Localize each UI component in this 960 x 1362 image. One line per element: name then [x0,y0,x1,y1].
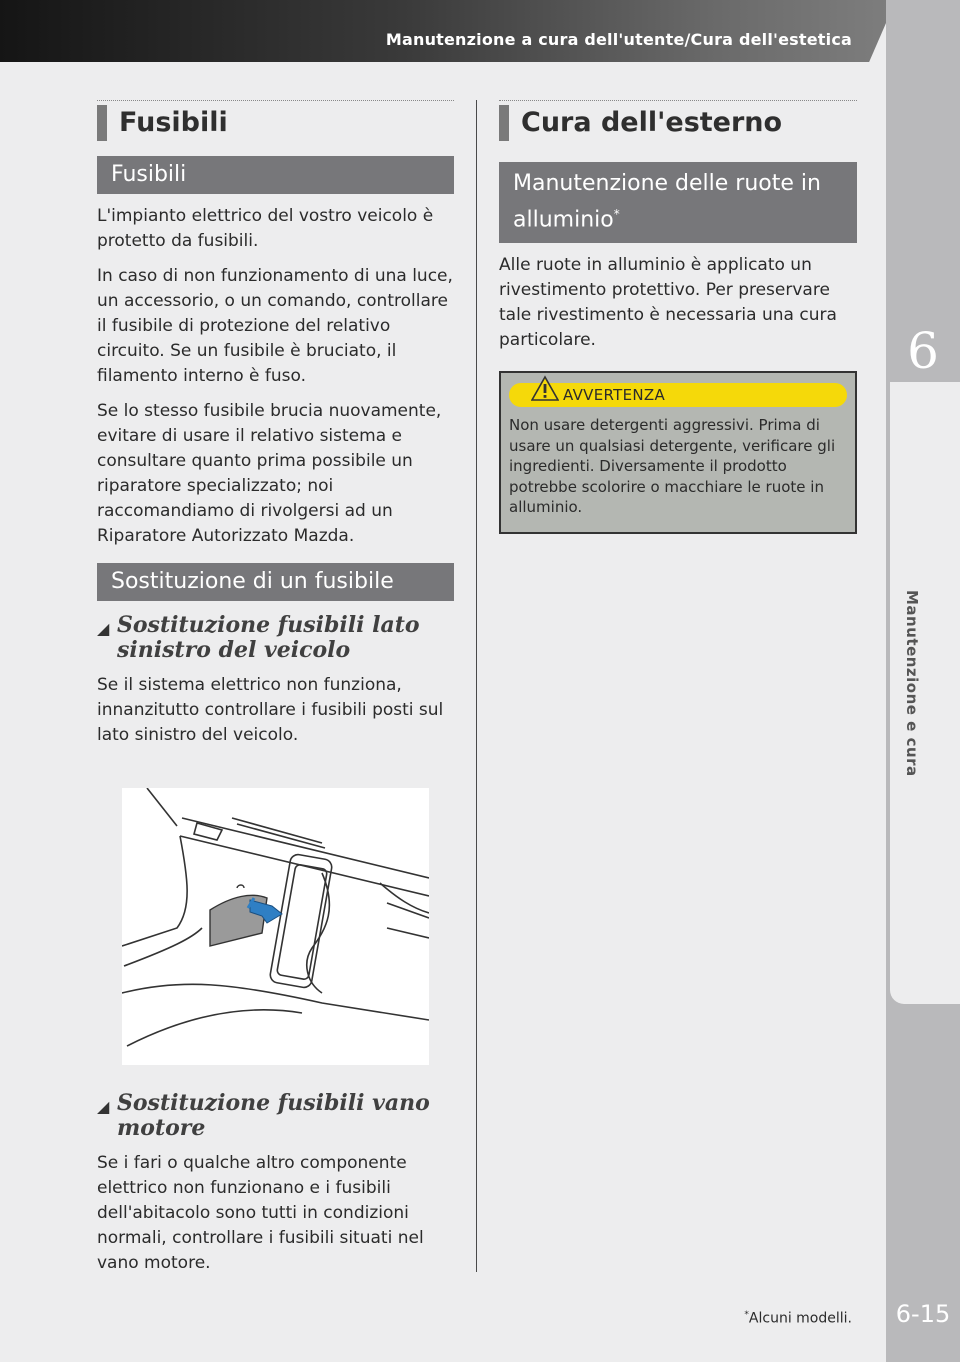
section-bar [97,105,107,141]
chapter-tab [890,382,960,1004]
subheading-sostituzione: Sostituzione di un fusibile [97,563,454,601]
heading-vano-motore-text: Sostituzione fusibili vano motore [117,1090,430,1141]
section-title-esterno [499,100,857,146]
subheading-ruote-alluminio [499,162,857,243]
fuse-panel-illustration [122,788,429,1065]
paragraph-3: Se lo stesso fusibile brucia nuovamente, evitare di usare il relativo sistema e consultare quanto prima possibile un riparatore specializzato; noi raccomandiamo di rivolgersi ad un Riparatore Autorizzato Mazda. [97,401,442,546]
paragraph-ruote: Alle ruote in alluminio è applicato un rivestimento protettivo. Per preservare tale rivestimento è necessaria una cura particolare. [499,255,837,351]
heading-vano-motore [97,1091,454,1141]
page-number: 6-15 [895,1300,951,1328]
heading-lato-sinistro [97,613,454,663]
header-title: Manutenzione a cura dell'utente/Cura dell'estetica [385,30,852,49]
footnote [744,1310,852,1327]
section-title-text: Cura dell'esterno [521,107,783,138]
triangle-right-icon: ◢ [97,619,110,638]
triangle-right-icon: ◢ [97,1097,110,1116]
warning-box [499,371,857,534]
subheading-fusibili: Fusibili [97,156,454,194]
right-column [499,100,857,534]
warning-text: Non usare detergenti aggressivi. Prima di usare un qualsiasi detergente, verificare gli ingredienti. Diversamente il prodotto potrebbe scolorire o macchiare le ruote in alluminio. [509,416,836,517]
footnote-text: Alcuni modelli. [748,1310,852,1327]
section-title-fusibili [97,100,454,146]
chapter-label: Manutenzione e cura [903,590,921,777]
paragraph-2: In caso di non funzionamento di una luce, un accessorio, o un comando, controllare il fusibile di protezione del relativo circuito. Se un fusibile è bruciato, il filamento interno è fuso. [97,266,453,386]
paragraph-4: Se il sistema elettrico non funziona, innanzitutto controllare i fusibili posti sul lato sinistro del veicolo. [97,675,444,745]
paragraph-5: Se i fari o qualche altro componente elettrico non funzionano e i fusibili dell'abitacolo sono tutti in condizioni normali, controllare i fusibili situati nel vano motore. [97,1153,424,1273]
warning-title: AVVERTENZA [563,386,666,405]
heading-lato-sinistro-text: Sostituzione fusibili lato sinistro del veicolo [117,612,420,663]
chapter-number: 6 [907,322,939,380]
warning-header [509,383,847,407]
fuse-panel-drawing [122,788,429,1065]
paragraph-1: L'impianto elettrico del vostro veicolo è protetto da fusibili. [97,206,434,251]
left-column [97,100,454,1276]
subheading-ruote-text: Manutenzione delle ruote in alluminio [513,171,821,233]
footnote-mark: * [744,1310,749,1320]
section-bar [499,105,509,141]
section-title-text: Fusibili [119,107,228,138]
warning-triangle-icon [531,375,559,403]
column-divider [476,100,477,1272]
asterisk-mark: * [613,207,620,221]
